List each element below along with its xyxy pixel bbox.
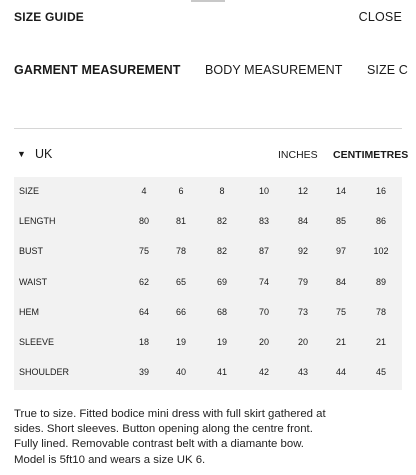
table-cell: 19	[175, 337, 186, 347]
divider	[14, 128, 402, 129]
table-cell: 66	[175, 306, 186, 317]
table-row	[14, 358, 402, 388]
table-cell: 97	[335, 246, 346, 257]
table-cell: 21	[335, 337, 346, 347]
tab-garment-measurement[interactable]: GARMENT MEASUREMENT	[14, 63, 181, 77]
table-cell: 84	[335, 276, 346, 287]
row-label: BUST	[19, 246, 44, 257]
table-cell: 20	[297, 337, 308, 347]
row-label: LENGTH	[19, 216, 56, 227]
table-cell: 89	[375, 276, 386, 287]
description-line: True to size. Fitted bodice mini dress with full skirt gathered at	[14, 408, 326, 420]
table-cell: 18	[138, 337, 149, 347]
table-cell: 65	[175, 276, 186, 287]
table-cell: 12	[297, 186, 308, 196]
measurement-tabs	[0, 63, 416, 83]
table-cell: 78	[375, 306, 386, 317]
table-cell: 44	[335, 367, 346, 378]
table-cell: 14	[335, 186, 346, 196]
table-cell: 84	[297, 216, 308, 227]
top-bar	[0, 0, 416, 36]
table-cell: 82	[216, 216, 227, 227]
table-cell: 86	[375, 216, 386, 227]
table-cell: 16	[375, 186, 386, 196]
unit-inches-toggle[interactable]: INCHES	[278, 149, 318, 161]
table-cell: 83	[258, 216, 269, 227]
table-cell: 10	[258, 186, 269, 196]
product-description	[14, 407, 404, 468]
page-title: SIZE GUIDE	[14, 10, 85, 24]
description-line: Fully lined. Removable contrast belt with a diamante bow.	[14, 438, 304, 451]
table-row	[14, 237, 402, 267]
table-cell: 87	[258, 246, 269, 257]
close-button[interactable]: CLOSE	[358, 10, 402, 24]
caret-down-icon[interactable]: ▼	[17, 149, 26, 159]
table-row	[14, 207, 402, 237]
table-cell: 43	[297, 367, 308, 378]
table-cell: 68	[216, 306, 227, 317]
unit-centimetres-toggle[interactable]: CENTIMETRES	[333, 149, 409, 161]
table-cell: 20	[258, 337, 269, 347]
region-select[interactable]: UK	[35, 147, 53, 161]
row-label: SLEEVE	[19, 337, 55, 347]
tab-body-measurement[interactable]: BODY MEASUREMENT	[205, 63, 343, 77]
table-row	[14, 268, 402, 298]
table-cell: 74	[258, 276, 269, 287]
table-row	[14, 177, 402, 207]
row-label: HEM	[19, 306, 39, 317]
table-cell: 80	[138, 216, 149, 227]
table-row	[14, 328, 402, 358]
region-selector-row	[0, 145, 416, 165]
tab-size-conversion[interactable]: SIZE C	[367, 63, 408, 77]
table-cell: 102	[373, 246, 389, 257]
table-cell: 39	[138, 367, 149, 378]
table-cell: 70	[258, 306, 269, 317]
table-cell: 75	[335, 306, 346, 317]
description-line: sides. Short sleeves. Button opening along the centre front.	[14, 423, 313, 436]
table-cell: 19	[216, 337, 227, 347]
table-cell: 78	[175, 246, 186, 257]
row-label: SIZE	[19, 186, 40, 196]
row-label: WAIST	[19, 276, 48, 287]
description-line: Model is 5ft10 and wears a size UK 6.	[14, 453, 206, 466]
table-cell: 69	[216, 276, 227, 287]
table-cell: 8	[219, 186, 225, 196]
drag-handle[interactable]	[191, 0, 225, 2]
table-cell: 73	[297, 306, 308, 317]
table-cell: 41	[216, 367, 227, 378]
table-cell: 81	[175, 216, 186, 227]
size-table	[14, 177, 402, 390]
table-cell: 85	[335, 216, 346, 227]
row-label: SHOULDER	[19, 367, 70, 378]
table-cell: 62	[138, 276, 149, 287]
table-cell: 6	[178, 186, 184, 196]
table-cell: 21	[375, 337, 386, 347]
table-row	[14, 298, 402, 328]
table-cell: 4	[141, 186, 147, 196]
table-cell: 75	[138, 246, 149, 257]
table-cell: 79	[297, 276, 308, 287]
table-cell: 40	[175, 367, 186, 378]
table-cell: 82	[216, 246, 227, 257]
table-cell: 64	[138, 306, 149, 317]
table-cell: 42	[258, 367, 269, 378]
table-cell: 92	[297, 246, 308, 257]
table-cell: 45	[375, 367, 386, 378]
